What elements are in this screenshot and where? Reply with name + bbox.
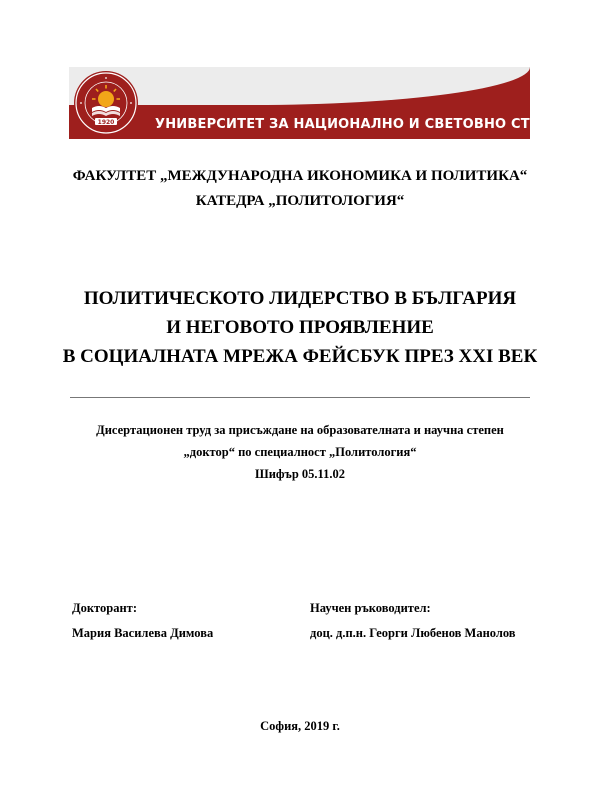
seal-year: 1920	[97, 119, 115, 126]
dissertation-title-line-2: И НЕГОВОТО ПРОЯВЛЕНИЕ	[166, 317, 434, 338]
university-name: УНИВЕРСИТЕТ ЗА НАЦИОНАЛНО И СВЕТОВНО СТОПАНСТВО	[155, 117, 614, 132]
supervisor-name: доц. д.п.н. Георги Любенов Манолов	[310, 626, 516, 640]
dissertation-title-line-3: В СОЦИАЛНАТА МРЕЖА ФЕЙСБУК ПРЕЗ XXI ВЕК	[62, 346, 538, 367]
faculty-name: ФАКУЛТЕТ „МЕЖДУНАРОДНА ИКОНОМИКА И ПОЛИТИКА“	[72, 168, 528, 184]
doctoral-student-name: Мария Василева Димова	[72, 626, 214, 640]
specialty-code: Шифър 05.11.02	[254, 467, 345, 481]
university-banner	[69, 67, 614, 139]
title-divider	[70, 397, 530, 398]
supervisor-label: Научен ръководител:	[310, 601, 431, 615]
dissertation-purpose-line-1: Дисертационен труд за присъждане на образователната и научна степен	[96, 423, 504, 437]
dissertation-purpose-line-2: „доктор“ по специалност „Политология“	[183, 445, 417, 459]
doctoral-student-label: Докторант:	[72, 601, 137, 615]
dissertation-title-line-1: ПОЛИТИЧЕСКОТО ЛИДЕРСТВО В БЪЛГАРИЯ	[83, 288, 517, 309]
place-and-year: София, 2019 г.	[260, 719, 340, 733]
university-seal-icon	[73, 70, 139, 136]
department-name: КАТЕДРА „ПОЛИТОЛОГИЯ“	[195, 193, 405, 209]
